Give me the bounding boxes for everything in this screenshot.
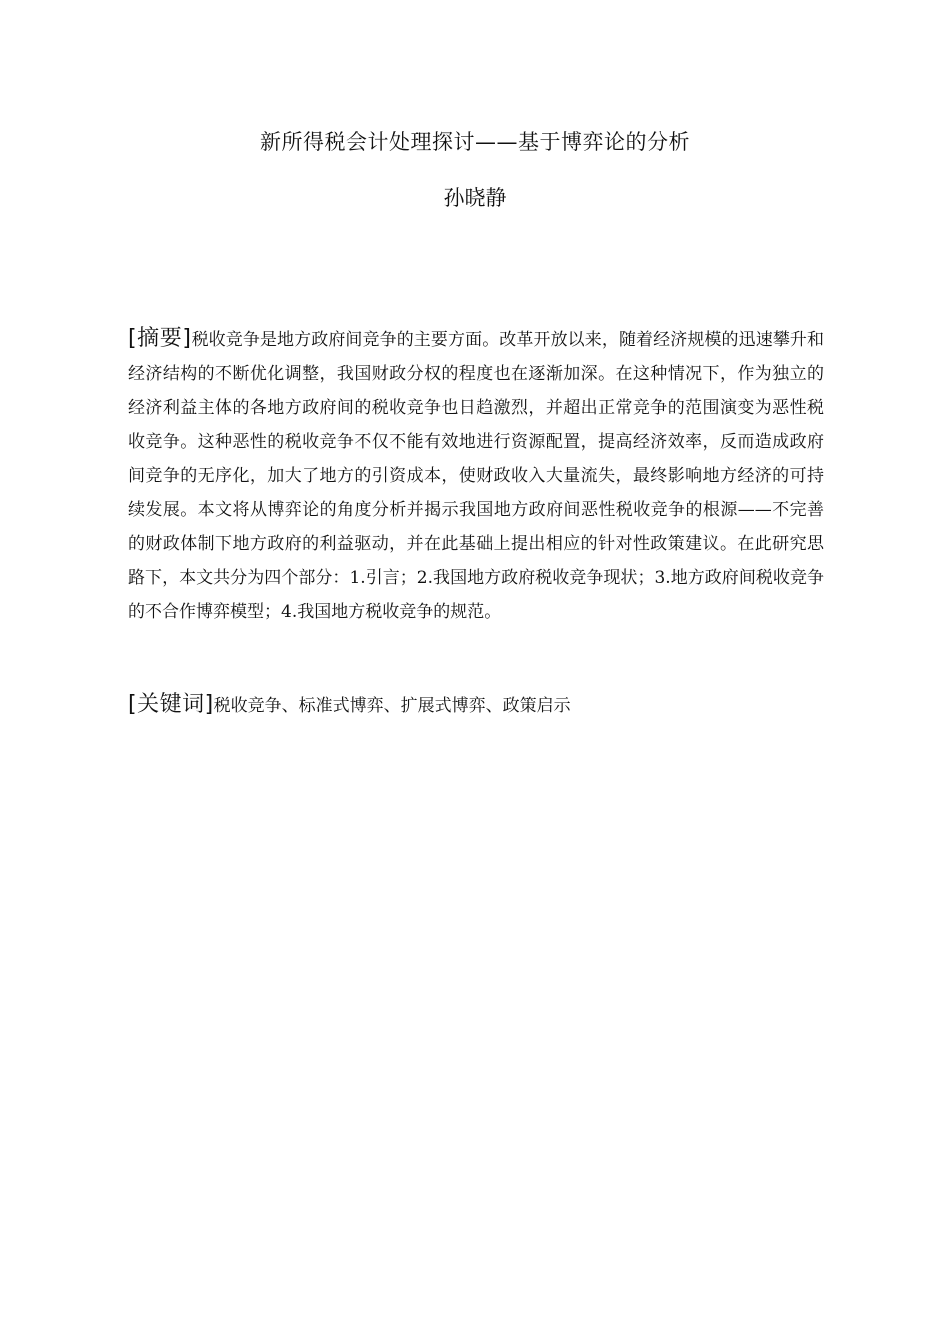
- abstract-label: [摘要]: [128, 326, 192, 351]
- keywords-label: [关键词]: [128, 692, 214, 717]
- keywords-text: 税收竞争、标准式博弈、扩展式博弈、政策启示: [213, 696, 571, 716]
- abstract-text: 税收竞争是地方政府间竞争的主要方面。改革开放以来，随着经济规模的迅速攀升和经济结构的不断优化调整，我国财政分权的程度也在逐渐加深。在这种情况下，作为独立的经济利益主体的各地方政府间的税收竞争也日趋激烈，并超出正常竞争的范围演变为恶性税收竞争。这种恶性的税收竞争不仅不能有效地进行资源配置，提高经济效率，反而造成政府间竞争的无序化，加大了地方的引资成本，使财政收入大量流失，最终影响地方经济的可持续发展。本文将从博弈论的角度分析并揭示我国地方政府间恶性税收竞争的根源——不完善的财政体制下地方政府的利益驱动，并在此基础上提出相应的针对性政策建议。在此研究思路下，本文共分为四个部分：1.引言；2.我国地方政府税收竞争现状；3.地方政府间税收竞争的不合作博弈模型；4.我国地方税收竞争的规范。: [128, 330, 825, 622]
- author-name: 孙晓静: [443, 186, 507, 210]
- paper-title: 新所得税会计处理探讨——基于博弈论的分析: [260, 130, 690, 154]
- keywords-section: [128, 688, 824, 723]
- abstract-section: [128, 322, 824, 629]
